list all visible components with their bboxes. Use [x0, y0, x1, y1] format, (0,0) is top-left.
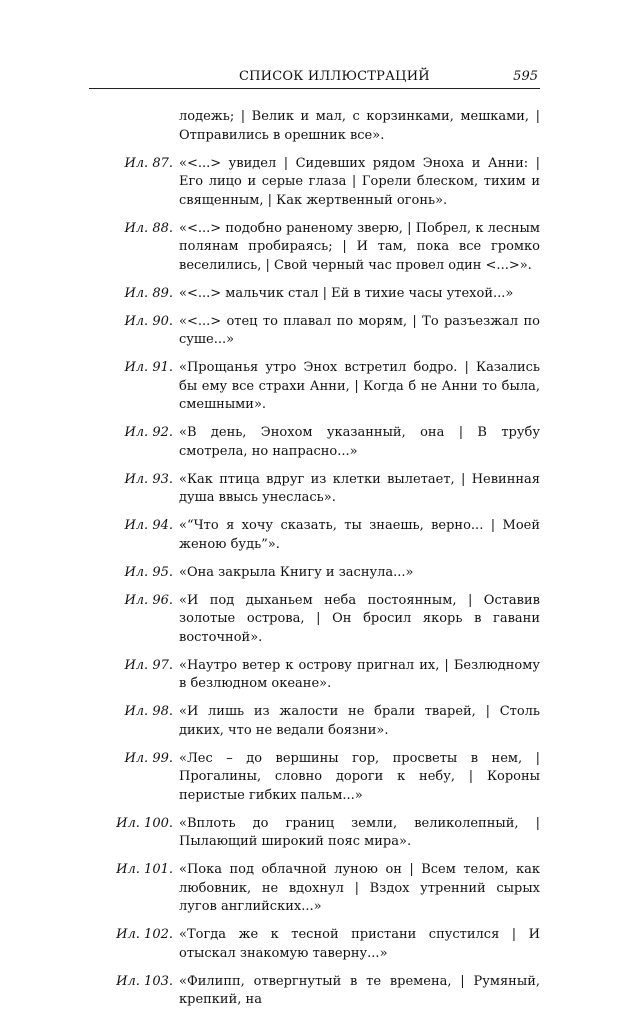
illustration-label: Ил. 95.	[124, 564, 173, 580]
illustration-caption: «Лес – до вершины гор, просветы в нем, | Прогалины, словно дороги к небу, | Короны перистые гибких пальм...»	[179, 750, 540, 803]
illustration-caption: «Филипп, отвергнутый в те времена, | Румяный, крепкий, на	[179, 973, 540, 1007]
page-number: 595	[513, 69, 538, 84]
list-item	[89, 861, 540, 917]
illustration-label: Ил. 96.	[124, 592, 173, 608]
list-item	[89, 592, 540, 648]
list-item	[89, 926, 540, 963]
illustration-caption: «Тогда же к тесной пристани спустился | И отыскал знакомую таверну...»	[179, 927, 540, 961]
list-item	[89, 471, 540, 508]
running-header	[89, 68, 540, 89]
illustration-label: Ил. 92.	[124, 425, 173, 440]
illustration-caption: лодежь; | Велик и мал, с корзинками, мешками, | Отправились в орешник все».	[179, 109, 540, 143]
illustration-caption: «И под дыханьем неба постоянным, | Оставив золотые острова, | Он бросил якорь в гавани восточной».	[179, 592, 540, 645]
illustration-list	[89, 108, 540, 1019]
illustration-label: Ил. 102.	[116, 927, 173, 942]
illustration-caption: «<...> отец то плавал по морям, | То разъезжал по суше...»	[179, 313, 540, 347]
illustration-caption: «В день, Энохом указанный, она | В трубу смотрела, но напрасно...»	[179, 425, 540, 459]
list-item	[89, 750, 540, 806]
illustration-label: Ил. 98.	[124, 704, 173, 719]
illustration-caption: «И лишь из жалости не брали тварей, | Столь диких, что не ведали боязни».	[179, 704, 540, 738]
list-item	[89, 517, 540, 554]
illustration-label: Ил. 90.	[124, 313, 173, 329]
illustration-caption: «Пока под облачной луною он | Всем телом, как любовник, не вдохнул | Вздох утренний сырых лугов английских...»	[179, 862, 540, 914]
illustration-label: Ил. 99.	[124, 750, 173, 766]
illustration-label: Ил. 91.	[124, 360, 173, 375]
list-item	[89, 313, 540, 350]
running-title: СПИСОК ИЛЛЮСТРАЦИЙ	[239, 69, 430, 84]
list-item	[89, 815, 540, 852]
list-item	[89, 155, 540, 211]
illustration-caption: «Она закрыла Книгу и заснула...»	[179, 564, 414, 580]
illustration-label: Ил. 101.	[116, 862, 173, 877]
illustration-label: Ил. 94.	[124, 518, 173, 533]
illustration-caption: «Как птица вдруг из клетки вылетает, | Невинная душа ввысь унеслась».	[179, 471, 540, 505]
illustration-caption: «<...> подобно раненому зверю, | Побрел, к лесным полянам пробираясь; | И там, пока все громко веселились, | Свой черный час провел один <...>».	[179, 220, 540, 273]
list-item	[89, 285, 540, 304]
illustration-caption: «<...> мальчик стал | Ей в тихие часы утехой...»	[179, 285, 514, 301]
illustration-caption: «Наутро ветер к острову пригнал их, | Безлюдному в безлюдном океане».	[179, 657, 540, 691]
list-item	[89, 973, 540, 1010]
list-item	[89, 108, 540, 145]
illustration-label: Ил. 88.	[124, 220, 173, 236]
list-item	[89, 657, 540, 694]
illustration-label: Ил. 100.	[116, 815, 173, 831]
list-item	[89, 220, 540, 276]
illustration-caption: «“Что я хочу сказать, ты знаешь, верно... | Моей женою будь”».	[179, 518, 540, 552]
illustration-label: Ил. 93.	[124, 471, 173, 487]
list-item	[89, 359, 540, 415]
illustration-caption: «Вплоть до границ земли, великолепный, | Пылающий широкий пояс мира».	[179, 815, 540, 849]
illustration-label: Ил. 89.	[124, 285, 173, 301]
list-item	[89, 424, 540, 461]
list-item	[89, 564, 540, 583]
illustration-caption: «<...> увидел | Сидевших рядом Эноха и Анни: | Его лицо и серые глаза | Горели блеском, тихим и священным, | Как жертвенный огонь».	[179, 155, 540, 208]
illustration-label: Ил. 87.	[124, 155, 173, 171]
illustration-label: Ил. 97.	[124, 657, 173, 673]
illustration-caption: «Прощанья утро Энох встретил бодро. | Казались бы ему все страхи Анни, | Когда б не Анни то была, смешными».	[179, 360, 540, 412]
illustration-label: Ил. 103.	[116, 973, 173, 989]
list-item	[89, 703, 540, 740]
